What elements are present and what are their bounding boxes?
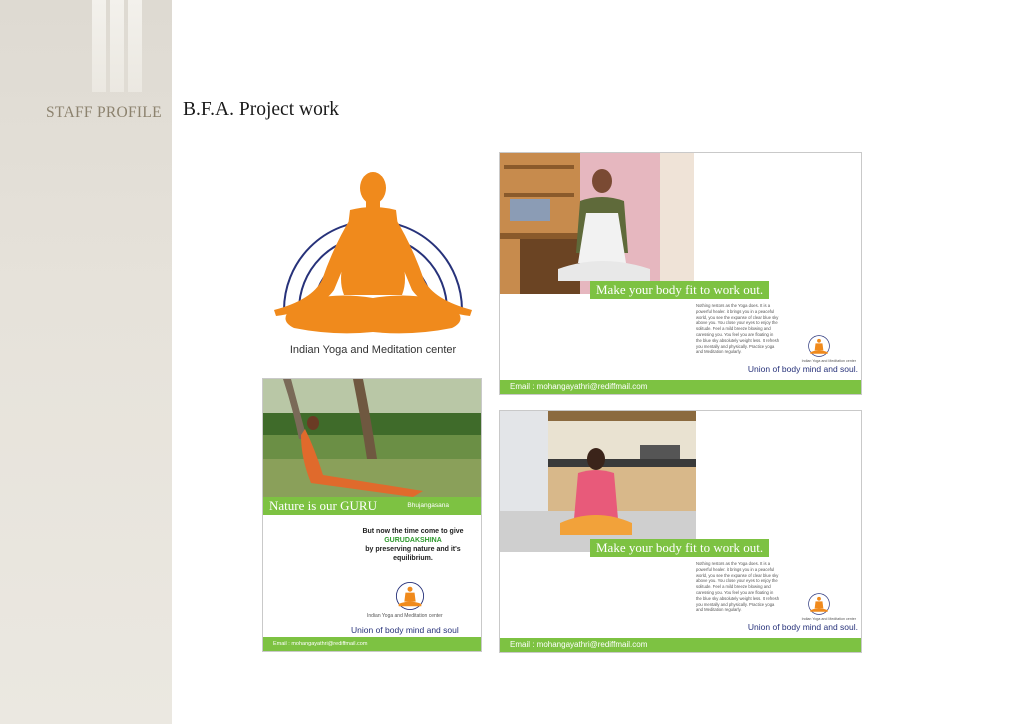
center-name: Indian Yoga and Meditation center xyxy=(801,359,856,363)
message-line: by preserving nature and it's equilibrium. xyxy=(365,546,461,562)
poster-fitness-1 xyxy=(499,152,862,395)
logo-caption: Indian Yoga and Meditation center xyxy=(289,344,457,356)
poster-tagline: Make your body fit to work out. xyxy=(590,281,769,299)
poster-footer xyxy=(500,638,861,652)
poster-slogan: Union of body mind and soul. xyxy=(747,364,858,374)
yoga-logo xyxy=(262,150,484,365)
contact-email: Email : mohangayathri@rediffmail.com xyxy=(510,382,648,391)
message-line: But now the time come to give xyxy=(362,528,464,535)
poster-tagline: Nature is our GURU xyxy=(263,497,481,515)
sidebar-stripe xyxy=(110,0,124,92)
sidebar-stripe xyxy=(128,0,142,92)
center-name: Indian Yoga and Meditation center xyxy=(367,613,443,619)
poster-nature-guru xyxy=(262,378,482,652)
yoga-mini-logo xyxy=(391,579,429,613)
sidebar-section-label: STAFF PROFILE xyxy=(46,104,162,121)
photo-girl-meditating-room xyxy=(500,153,694,294)
contact-email: Email : mohangayathri@rediffmail.com xyxy=(510,640,648,649)
photo-bhujangasana-outdoors xyxy=(263,379,481,499)
poster-fitness-2 xyxy=(499,410,862,653)
photo-girl-meditating-kitchen xyxy=(500,411,696,552)
pose-label: Bhujangasana xyxy=(407,502,449,509)
page-title: B.F.A. Project work xyxy=(183,99,340,120)
poster-slogan: Union of body mind and soul xyxy=(351,625,459,635)
poster-footer xyxy=(263,637,481,651)
sidebar xyxy=(0,0,172,724)
poster-tagline: Make your body fit to work out. xyxy=(590,539,769,557)
poster-body-text: Nothing restors as the Yoga does. It is a powerful healer. it brings you in a peaceful world, you see the expanse of clear blue sky above you. You close your eyes to enjoy the solitude. Feel a mild breeze blowing and caressing you. You feel you are floating in the blue sky absolutely weight less. It refresh you mentally and physically. Practice yoga and Meditation regularly. xyxy=(696,561,780,613)
yoga-mini-logo xyxy=(806,333,832,359)
poster-slogan: Union of body mind and soul. xyxy=(747,622,858,632)
center-name: Indian Yoga and Meditation center xyxy=(801,617,856,621)
message-highlight: GURUDAKSHINA xyxy=(384,537,442,544)
yoga-mini-logo xyxy=(806,591,832,617)
sidebar-stripe xyxy=(92,0,106,92)
contact-email: Email : mohangayathri@rediffmail.com xyxy=(273,641,368,647)
poster-body-text: Nothing restors as the Yoga does. It is a powerful healer. it brings you in a peaceful world, you see the expanse of clear blue sky above you. You close your eyes to enjoy the solitude. Feel a mild breeze blowing and caressing you. You feel you are floating in the blue sky absolutely weight less. It refresh you mentally and physically. Practice yoga and Meditation regularly. xyxy=(696,303,780,355)
poster-footer xyxy=(500,380,861,394)
poster-message xyxy=(351,527,475,563)
